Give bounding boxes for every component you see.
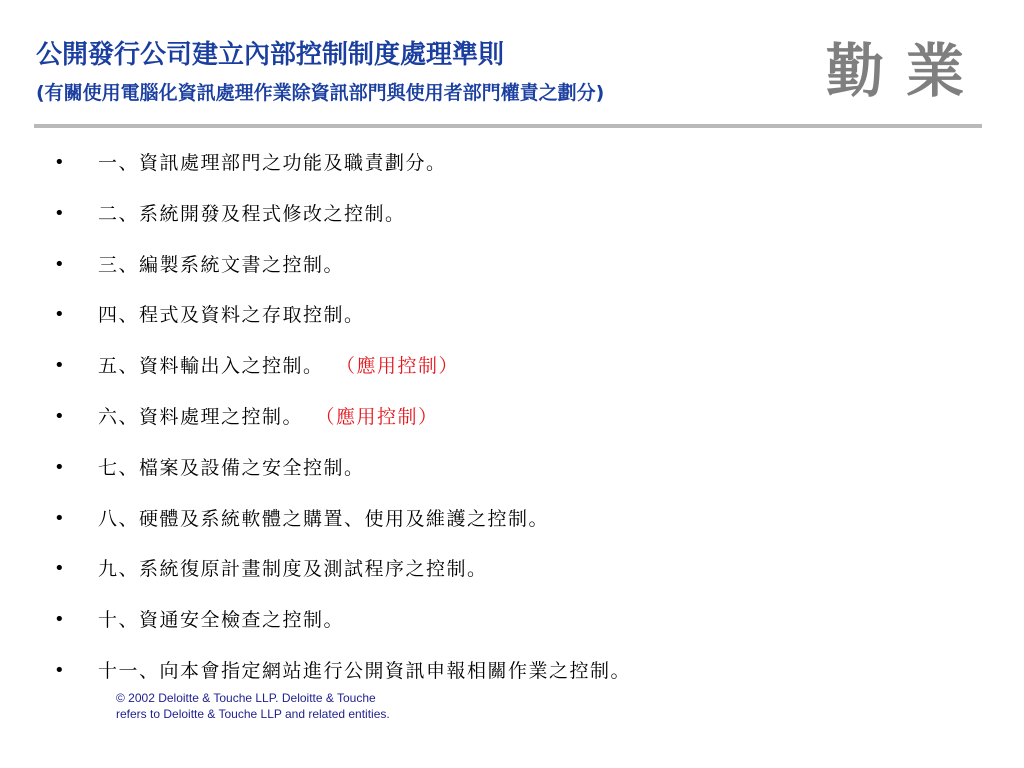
list-item-text bbox=[98, 148, 447, 178]
bullet-icon: • bbox=[54, 253, 65, 275]
copyright-line: © 2002 Deloitte & Touche LLP. Deloitte & Touche bbox=[116, 691, 376, 705]
list-item-text bbox=[98, 199, 406, 229]
application-control-note: （應用控制） bbox=[345, 355, 460, 378]
list-item-text bbox=[98, 250, 344, 280]
list-item bbox=[0, 138, 1024, 189]
copyright-notice bbox=[116, 690, 390, 722]
bullet-icon: • bbox=[54, 152, 65, 173]
list-item bbox=[0, 494, 1024, 545]
title-divider bbox=[34, 124, 982, 128]
bullet-icon: • bbox=[54, 507, 65, 529]
bullet-icon: • bbox=[54, 609, 65, 631]
bullet-icon: • bbox=[54, 405, 65, 427]
list-item-text bbox=[98, 453, 365, 483]
slide-subtitle: (有關使用電腦化資訊處理作業除資訊部門與使用者部門權責之劃分) bbox=[36, 82, 605, 104]
list-item-text bbox=[98, 300, 365, 330]
bullet-icon: • bbox=[54, 304, 65, 326]
list-item-label: 九、系統復原計畫制度及測試程序之控制。 bbox=[98, 558, 488, 581]
list-item bbox=[0, 443, 1024, 494]
list-item bbox=[0, 341, 1024, 392]
copyright-line: refers to Deloitte & Touche LLP and related entities. bbox=[116, 707, 390, 721]
list-item-text bbox=[98, 351, 459, 381]
bullet-icon: • bbox=[54, 355, 65, 377]
list-item-label: 十、資通安全檢查之控制。 bbox=[98, 609, 345, 632]
list-item-label: 十一、向本會指定網站進行公開資訊申報相關作業之控制。 bbox=[98, 659, 632, 682]
list-item-label: 七、檔案及設備之安全控制。 bbox=[98, 456, 365, 479]
company-logo: 勤業 bbox=[826, 37, 987, 105]
list-item-label: 三、編製系統文書之控制。 bbox=[98, 253, 345, 276]
list-item-label: 八、硬體及系統軟體之購置、使用及維護之控制。 bbox=[98, 507, 550, 530]
list-item-text bbox=[98, 605, 344, 635]
list-item bbox=[0, 189, 1024, 240]
application-control-note: （應用控制） bbox=[325, 405, 439, 428]
list-item-text bbox=[98, 554, 488, 584]
list-item bbox=[0, 595, 1024, 646]
list-item bbox=[0, 544, 1024, 595]
bullet-icon: • bbox=[54, 659, 65, 681]
control-items-list bbox=[0, 138, 1024, 697]
slide-title: 公開發行公司建立內部控制制度處理準則 bbox=[36, 40, 505, 70]
list-item bbox=[0, 290, 1024, 341]
list-item bbox=[0, 240, 1024, 291]
list-item-text bbox=[98, 402, 439, 432]
list-item bbox=[0, 392, 1024, 443]
list-item-label: 一、資訊處理部門之功能及職責劃分。 bbox=[98, 152, 447, 174]
list-item-label: 五、資料輸出入之控制。 bbox=[98, 355, 324, 378]
list-item-label: 四、程式及資料之存取控制。 bbox=[98, 304, 365, 327]
list-item-text bbox=[98, 656, 631, 686]
list-item-text bbox=[98, 504, 549, 534]
bullet-icon: • bbox=[54, 202, 65, 224]
list-item-label: 六、資料處理之控制。 bbox=[98, 405, 304, 428]
bullet-icon: • bbox=[54, 456, 65, 478]
bullet-icon: • bbox=[54, 558, 65, 580]
list-item-label: 二、系統開發及程式修改之控制。 bbox=[98, 202, 406, 225]
